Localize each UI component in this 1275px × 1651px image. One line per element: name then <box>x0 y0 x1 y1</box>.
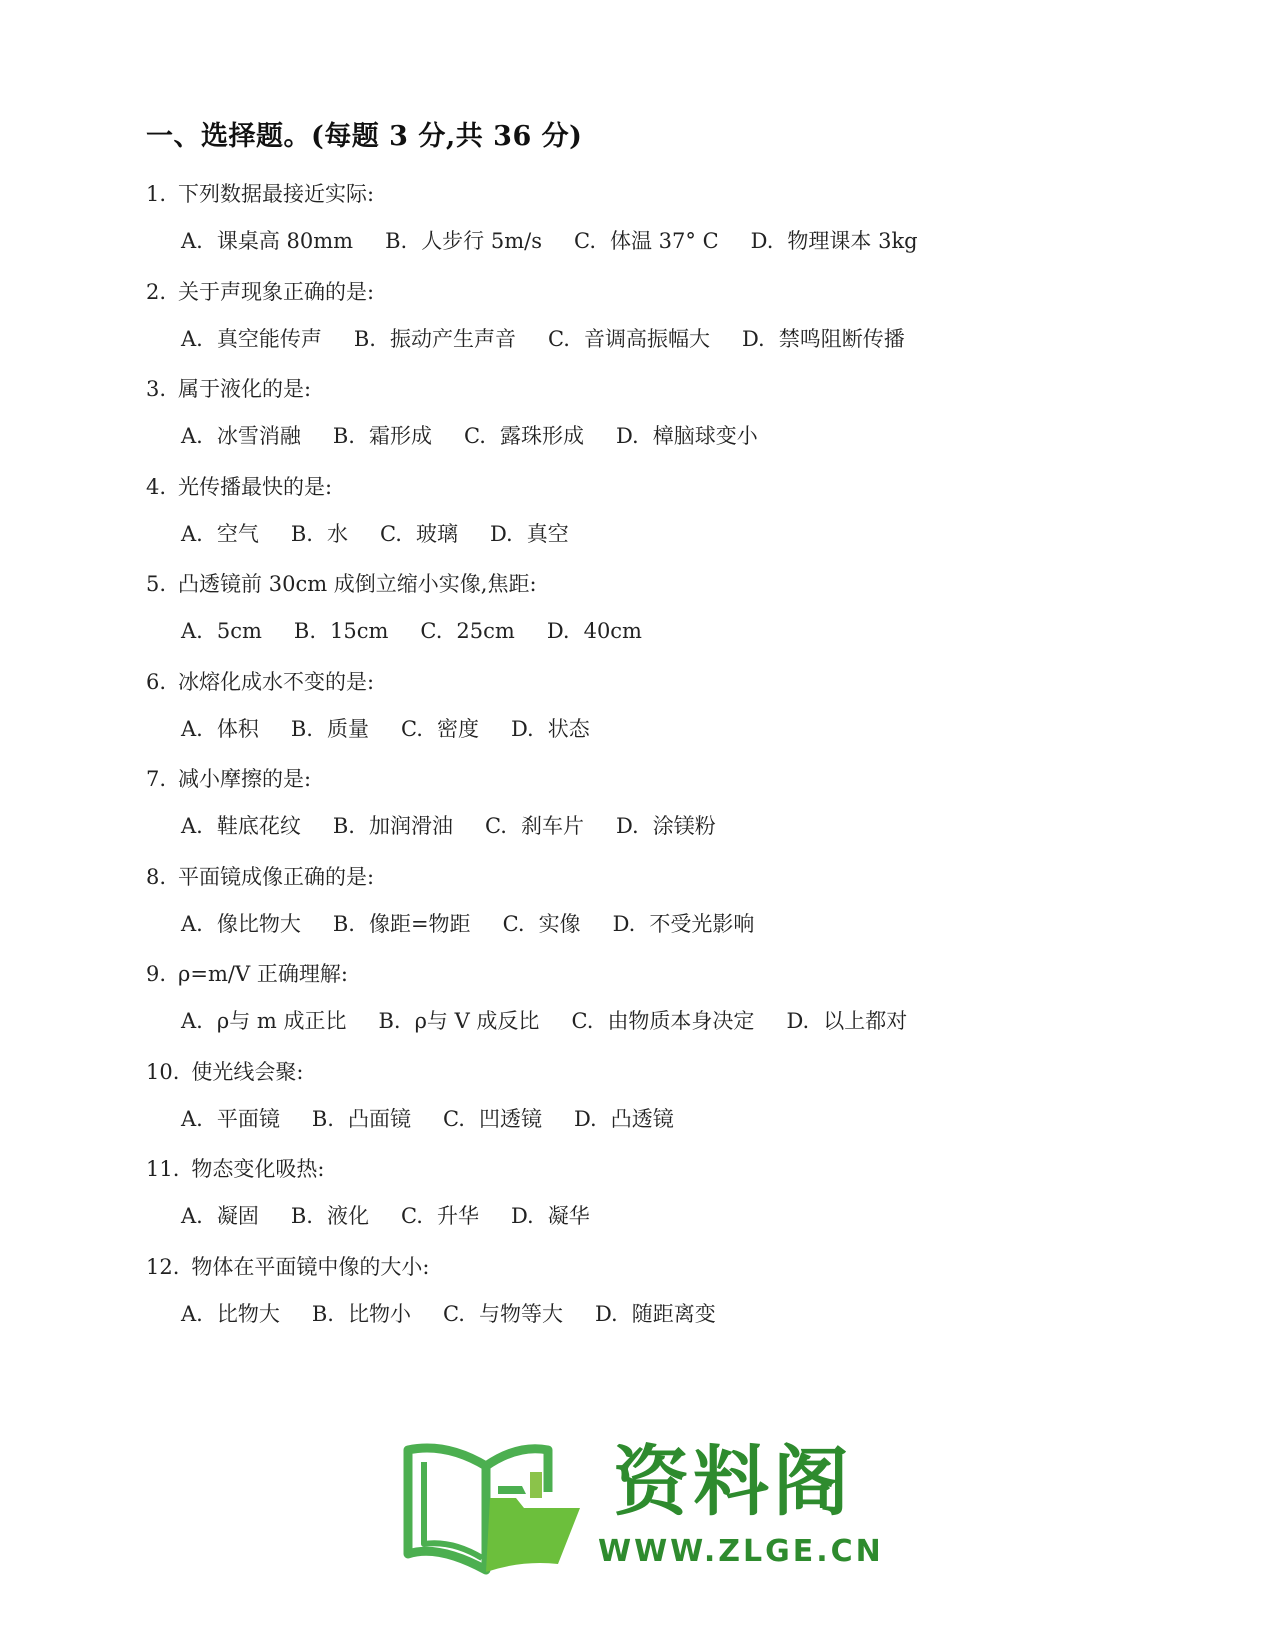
question-stem <box>146 960 348 988</box>
question-item <box>146 375 1146 473</box>
option-row <box>181 617 674 645</box>
option-letter: A. <box>181 424 203 448</box>
question-text: ρ=m/V 正确理解: <box>178 962 348 986</box>
answer-option <box>181 812 301 840</box>
option-letter: D. <box>750 229 774 253</box>
option-letter: C. <box>463 424 486 448</box>
answer-option <box>333 910 471 938</box>
option-letter: D. <box>786 1009 810 1033</box>
answer-option <box>333 422 432 450</box>
option-letter: A. <box>181 1301 203 1326</box>
question-text: 减小摩擦的是: <box>178 767 312 791</box>
answer-option <box>312 1300 411 1328</box>
answer-option <box>181 715 259 743</box>
question-stem <box>146 1155 324 1183</box>
answer-option <box>181 617 262 645</box>
option-letter: A. <box>181 521 203 546</box>
option-text: 体积 <box>216 716 259 741</box>
option-letter: D. <box>573 1106 597 1131</box>
option-text: 5cm <box>216 619 262 643</box>
question-item <box>146 1253 1146 1351</box>
question-number: 5. <box>146 572 167 596</box>
option-row <box>181 325 937 353</box>
option-letter: D. <box>489 521 513 546</box>
option-text: 樟脑球变小 <box>652 424 758 448</box>
option-letter: B. <box>378 1009 401 1033</box>
option-row <box>181 520 601 548</box>
option-text: 人步行 5m/s <box>421 229 542 253</box>
answer-option <box>616 422 758 450</box>
answer-option <box>181 910 301 938</box>
question-stem <box>146 863 374 891</box>
question-stem <box>146 765 311 793</box>
option-text: 课桌高 80mm <box>216 229 354 253</box>
question-text: 物态变化吸热: <box>191 1157 325 1181</box>
option-row <box>181 1300 748 1328</box>
section-title: 一、选择题。(每题 3 分,共 36 分) <box>146 121 583 152</box>
option-text: 音调高振幅大 <box>583 326 710 351</box>
answer-option <box>571 1007 754 1035</box>
answer-option <box>380 520 458 548</box>
logo-name: 资料阁 <box>613 1437 853 1526</box>
question-number: 1. <box>146 182 167 206</box>
option-text: 禁鸣阻断传播 <box>778 326 905 351</box>
option-letter: D. <box>615 814 639 838</box>
option-letter: B. <box>332 911 355 936</box>
question-stem <box>146 570 537 598</box>
option-text: 振动产生声音 <box>389 326 516 351</box>
option-letter: D. <box>510 1204 534 1228</box>
option-text: 凸透镜 <box>610 1106 674 1131</box>
option-text: 液化 <box>326 1204 369 1228</box>
question-stem <box>146 473 332 501</box>
answer-option <box>181 1202 259 1230</box>
option-letter: D. <box>546 619 570 643</box>
option-text: 与物等大 <box>478 1301 563 1326</box>
answer-option <box>378 1007 539 1035</box>
option-text: 由物质本身决定 <box>607 1009 755 1033</box>
option-letter: B. <box>385 229 408 253</box>
answer-option <box>485 812 584 840</box>
question-number: 3. <box>146 377 167 401</box>
option-letter: C. <box>400 716 423 741</box>
option-letter: A. <box>181 229 203 253</box>
option-letter: A. <box>181 1106 203 1131</box>
question-list <box>146 180 1146 1350</box>
question-stem <box>146 278 374 306</box>
question-number: 2. <box>146 279 167 304</box>
option-text: 冰雪消融 <box>216 424 301 448</box>
answer-option <box>385 227 542 255</box>
question-stem <box>146 375 311 403</box>
option-text: 以上都对 <box>823 1009 908 1033</box>
option-letter: C. <box>574 229 596 253</box>
answer-option <box>613 910 755 938</box>
option-text: 凸面镜 <box>347 1106 411 1131</box>
question-text: 凸透镜前 30cm 成倒立缩小实像,焦距: <box>178 572 537 596</box>
option-text: 25cm <box>456 619 515 643</box>
option-row <box>181 812 748 840</box>
answer-option <box>503 910 581 938</box>
answer-option <box>464 422 584 450</box>
option-text: 像距=物距 <box>368 911 471 936</box>
question-number: 10. <box>146 1059 180 1084</box>
question-text: 属于液化的是: <box>178 377 312 401</box>
question-stem <box>146 1058 303 1086</box>
answer-option <box>181 227 353 255</box>
logo-url: WWW.ZLGE.CN <box>598 1534 884 1569</box>
question-item <box>146 278 1146 376</box>
option-text: 凝华 <box>547 1204 590 1228</box>
option-letter: D. <box>741 326 765 351</box>
option-letter: C. <box>547 326 570 351</box>
answer-option <box>181 1300 280 1328</box>
option-letter: D. <box>594 1301 618 1326</box>
question-text: 下列数据最接近实际: <box>178 182 375 206</box>
answer-option <box>742 325 905 353</box>
question-item <box>146 473 1146 571</box>
question-text: 关于声现象正确的是: <box>178 279 375 304</box>
question-item <box>146 1058 1146 1156</box>
option-letter: C. <box>442 1106 465 1131</box>
option-row <box>181 1105 706 1133</box>
question-item <box>146 1155 1146 1253</box>
option-letter: D. <box>612 911 636 936</box>
question-number: 11. <box>146 1157 180 1181</box>
question-text: 使光线会聚: <box>191 1059 304 1084</box>
option-row <box>181 715 622 743</box>
question-stem <box>146 668 374 696</box>
answer-option <box>181 325 322 353</box>
option-text: 40cm <box>583 619 642 643</box>
question-number: 8. <box>146 864 167 889</box>
question-stem <box>146 180 374 208</box>
option-letter: B. <box>311 1106 334 1131</box>
option-letter: C. <box>571 1009 594 1033</box>
option-letter: B. <box>353 326 376 351</box>
question-item <box>146 570 1146 668</box>
option-text: 不受光影响 <box>649 911 755 936</box>
answer-option <box>354 325 516 353</box>
answer-option <box>181 1007 346 1035</box>
option-text: 比物小 <box>347 1301 411 1326</box>
option-text: 体温 37° C <box>610 229 719 253</box>
option-letter: A. <box>181 814 203 838</box>
option-letter: C. <box>379 521 402 546</box>
question-item <box>146 765 1146 863</box>
question-text: 平面镜成像正确的是: <box>178 864 375 889</box>
site-logo <box>398 1432 884 1582</box>
question-item <box>146 180 1146 278</box>
question-text: 冰熔化成水不变的是: <box>178 669 375 694</box>
question-item <box>146 668 1146 766</box>
option-text: 真空 <box>526 521 569 546</box>
option-letter: D. <box>615 424 639 448</box>
answer-option <box>291 715 369 743</box>
option-letter: B. <box>290 521 313 546</box>
option-letter: C. <box>400 1204 423 1228</box>
option-row <box>181 1202 622 1230</box>
answer-option <box>616 812 716 840</box>
answer-option <box>291 1202 369 1230</box>
answer-option <box>511 715 590 743</box>
option-text: 15cm <box>330 619 389 643</box>
option-text: 质量 <box>326 716 369 741</box>
option-letter: C. <box>484 814 507 838</box>
option-letter: B. <box>290 1204 313 1228</box>
option-letter: A. <box>181 716 203 741</box>
answer-option <box>181 1105 280 1133</box>
answer-option <box>786 1007 907 1035</box>
answer-option <box>511 1202 590 1230</box>
answer-option <box>420 617 514 645</box>
option-text: 密度 <box>436 716 479 741</box>
answer-option <box>595 1300 716 1328</box>
question-text: 物体在平面镜中像的大小: <box>191 1254 430 1279</box>
answer-option <box>312 1105 411 1133</box>
option-row <box>181 1007 939 1035</box>
option-letter: A. <box>181 1204 203 1228</box>
option-text: 状态 <box>547 716 590 741</box>
option-text: ρ与 V 成反比 <box>414 1009 540 1033</box>
book-folder-icon <box>398 1432 598 1582</box>
question-text: 光传播最快的是: <box>178 474 333 499</box>
option-letter: C. <box>420 619 443 643</box>
option-text: 平面镜 <box>216 1106 280 1131</box>
question-number: 4. <box>146 474 167 499</box>
option-row <box>181 910 786 938</box>
option-letter: B. <box>332 424 355 448</box>
option-text: 升华 <box>436 1204 479 1228</box>
option-text: 加润滑油 <box>368 814 453 838</box>
answer-option <box>443 1300 563 1328</box>
answer-option <box>548 325 710 353</box>
answer-option <box>443 1105 542 1133</box>
option-text: 玻璃 <box>415 521 458 546</box>
option-text: 涂镁粉 <box>652 814 716 838</box>
option-letter: A. <box>181 619 203 643</box>
option-letter: A. <box>181 911 203 936</box>
option-text: 霜形成 <box>368 424 432 448</box>
option-letter: B. <box>332 814 355 838</box>
option-text: 像比物大 <box>216 911 301 936</box>
answer-option <box>294 617 389 645</box>
option-text: 比物大 <box>216 1301 280 1326</box>
option-text: 鞋底花纹 <box>216 814 301 838</box>
answer-option <box>574 227 719 255</box>
option-letter: B. <box>311 1301 334 1326</box>
option-text: 水 <box>326 521 348 546</box>
option-text: 空气 <box>216 521 259 546</box>
question-number: 12. <box>146 1254 180 1279</box>
option-letter: A. <box>181 1009 203 1033</box>
option-text: ρ与 m 成正比 <box>216 1009 347 1033</box>
option-letter: A. <box>181 326 203 351</box>
question-item <box>146 863 1146 961</box>
question-stem <box>146 1253 429 1281</box>
option-letter: C. <box>502 911 525 936</box>
option-letter: B. <box>293 619 316 643</box>
answer-option <box>401 715 479 743</box>
option-text: 露珠形成 <box>499 424 584 448</box>
answer-option <box>181 422 301 450</box>
option-text: 真空能传声 <box>216 326 322 351</box>
question-number: 6. <box>146 669 167 694</box>
question-number: 9. <box>146 962 167 986</box>
answer-option <box>181 520 259 548</box>
answer-option <box>333 812 453 840</box>
answer-option <box>490 520 569 548</box>
answer-option <box>401 1202 479 1230</box>
question-item <box>146 960 1146 1058</box>
option-text: 凹透镜 <box>478 1106 542 1131</box>
answer-option <box>574 1105 674 1133</box>
option-text: 实像 <box>538 911 581 936</box>
option-text: 物理课本 3kg <box>787 229 918 253</box>
option-text: 刹车片 <box>520 814 584 838</box>
option-row <box>181 227 950 255</box>
answer-option <box>547 617 642 645</box>
option-letter: C. <box>442 1301 465 1326</box>
option-letter: B. <box>290 716 313 741</box>
answer-option <box>291 520 348 548</box>
option-letter: D. <box>510 716 534 741</box>
option-text: 随距离变 <box>631 1301 716 1326</box>
answer-option <box>751 227 918 255</box>
question-number: 7. <box>146 767 167 791</box>
option-row <box>181 422 790 450</box>
option-text: 凝固 <box>216 1204 259 1228</box>
